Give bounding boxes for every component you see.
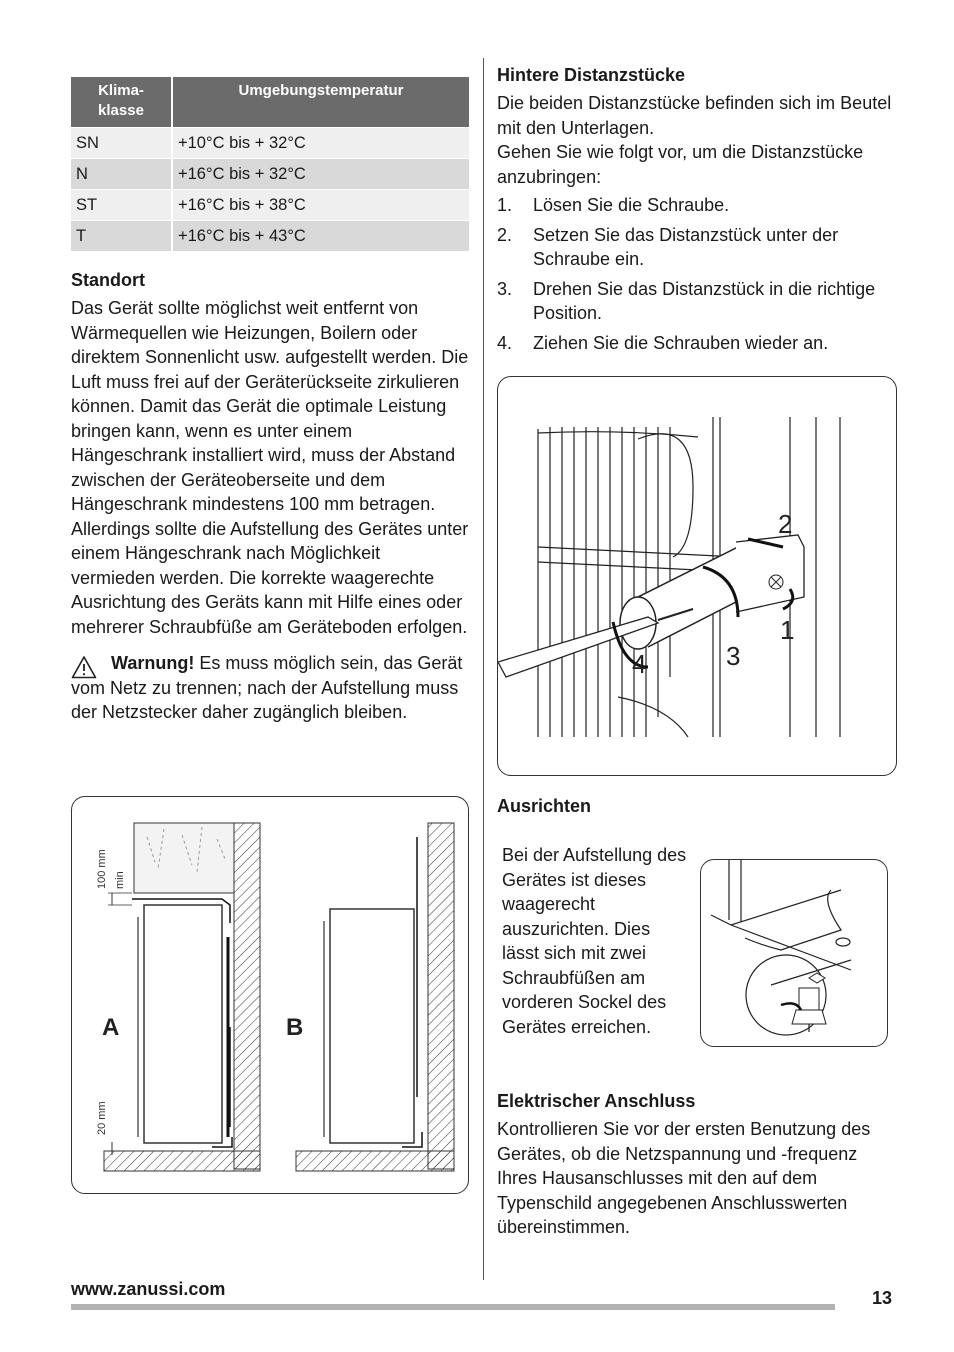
climate-class-table	[71, 77, 469, 251]
ausrichten-body: Bei der Aufstellung des Gerätes ist dieses waagerecht auszurichten. Dies lässt sich mit zwei Schraubfüßen am vorderen Sockel des Gerätes erreichen.	[502, 845, 687, 1037]
figure-label-1: 1	[780, 615, 795, 645]
standort-heading: Standort	[71, 270, 145, 290]
table-header-temperatur: Umgebungstemperatur	[172, 77, 469, 128]
page-number: 13	[872, 1288, 893, 1308]
steps-list	[497, 193, 897, 355]
label-a: A	[102, 1014, 120, 1041]
table-cell: +16°C bis + 32°C	[172, 159, 469, 190]
list-item: 1. Lösen Sie die Schraube.	[497, 195, 730, 215]
spacer-figure	[497, 376, 897, 776]
table-cell: +16°C bis + 43°C	[172, 221, 469, 252]
table-cell: T	[71, 221, 172, 252]
elektrisch-body: Kontrollieren Sie vor der ersten Benutzung des Gerätes, ob die Netzspannung und -frequenz Ihres Hausanschlusses mit den auf dem Typenschild angegebenen Anschlusswerten übereinstimmen.	[497, 1119, 871, 1237]
list-item: 3. Drehen Sie das Distanzstück in die richtige Position.	[497, 278, 876, 323]
footer-bar	[71, 1304, 835, 1310]
column-divider	[483, 58, 484, 1280]
label-b: B	[286, 1014, 304, 1041]
spacer-illustration	[498, 377, 898, 777]
hintere-intro2: Gehen Sie wie folgt vor, um die Distanzstücke anzubringen:	[497, 142, 864, 187]
leveling-foot-illustration	[701, 860, 889, 1048]
table-row	[71, 221, 469, 252]
elektrisch-heading: Elektrischer Anschluss	[497, 1091, 696, 1111]
clearance-illustration	[72, 797, 470, 1195]
dim-top-label: 100 mm	[96, 849, 108, 889]
warning-triangle-icon	[71, 655, 97, 679]
table-row	[71, 128, 469, 159]
warning-text: Es muss möglich sein, das Gerät vom Netz zu trennen; nach der Aufstellung muss der Netzstecker daher zugänglich bleiben.	[71, 653, 463, 722]
warning-block	[71, 651, 469, 725]
table-cell: ST	[71, 190, 172, 221]
leveling-foot-figure	[700, 859, 888, 1047]
ausrichten-heading: Ausrichten	[497, 796, 592, 816]
dim-bottom-label: 20 mm	[96, 1101, 108, 1135]
elektrisch-section	[497, 1090, 897, 1240]
table-cell: +10°C bis + 32°C	[172, 128, 469, 159]
footer-url: www.zanussi.com	[71, 1279, 226, 1299]
clearance-figure	[71, 796, 469, 1194]
left-column	[71, 77, 469, 725]
table-row	[71, 190, 469, 221]
table-header-klimaklasse: Klima- klasse	[71, 77, 172, 128]
table-row	[71, 159, 469, 190]
table-cell: SN	[71, 128, 172, 159]
warning-label: Warnung!	[111, 653, 195, 673]
standort-body: Das Gerät sollte möglichst weit entfernt von Wärmequellen wie Heizungen, Boilern oder direktem Sonnenlicht usw. aufgestellt werden. Die Luft muss frei auf der Geräterückseite zirkulieren können. Damit das Gerät die optimale Leistung bringen kann, wenn es unter einem Hängeschrank installiert wird, muss der Abstand zwischen der Geräteoberseite und dem Hängeschrank mindestens 100 mm betragen. Allerdings sollte die Aufstellung des Gerätes unter einem Hängeschrank nach Möglichkeit vermieden werden. Die korrekte waagerechte Ausrichtung des Geräts kann mit Hilfe eines oder mehrerer Schraubfüße am Geräteboden erfolgen.	[71, 298, 469, 637]
hintere-intro: Die beiden Distanzstücke befinden sich im Beutel mit den Unterlagen.	[497, 93, 892, 138]
list-item: 4. Ziehen Sie die Schrauben wieder an.	[497, 332, 829, 353]
figure-label-3: 3	[726, 641, 741, 671]
dim-top-min-label: min	[114, 871, 126, 889]
right-column	[497, 64, 897, 360]
figure-label-2: 2	[778, 509, 793, 539]
hintere-heading: Hintere Distanzstücke	[497, 65, 686, 85]
list-item: 2. Setzen Sie das Distanzstück unter der Schraube ein.	[497, 224, 839, 269]
table-cell: +16°C bis + 38°C	[172, 190, 469, 221]
table-cell: N	[71, 159, 172, 190]
figure-label-4: 4	[632, 649, 647, 679]
